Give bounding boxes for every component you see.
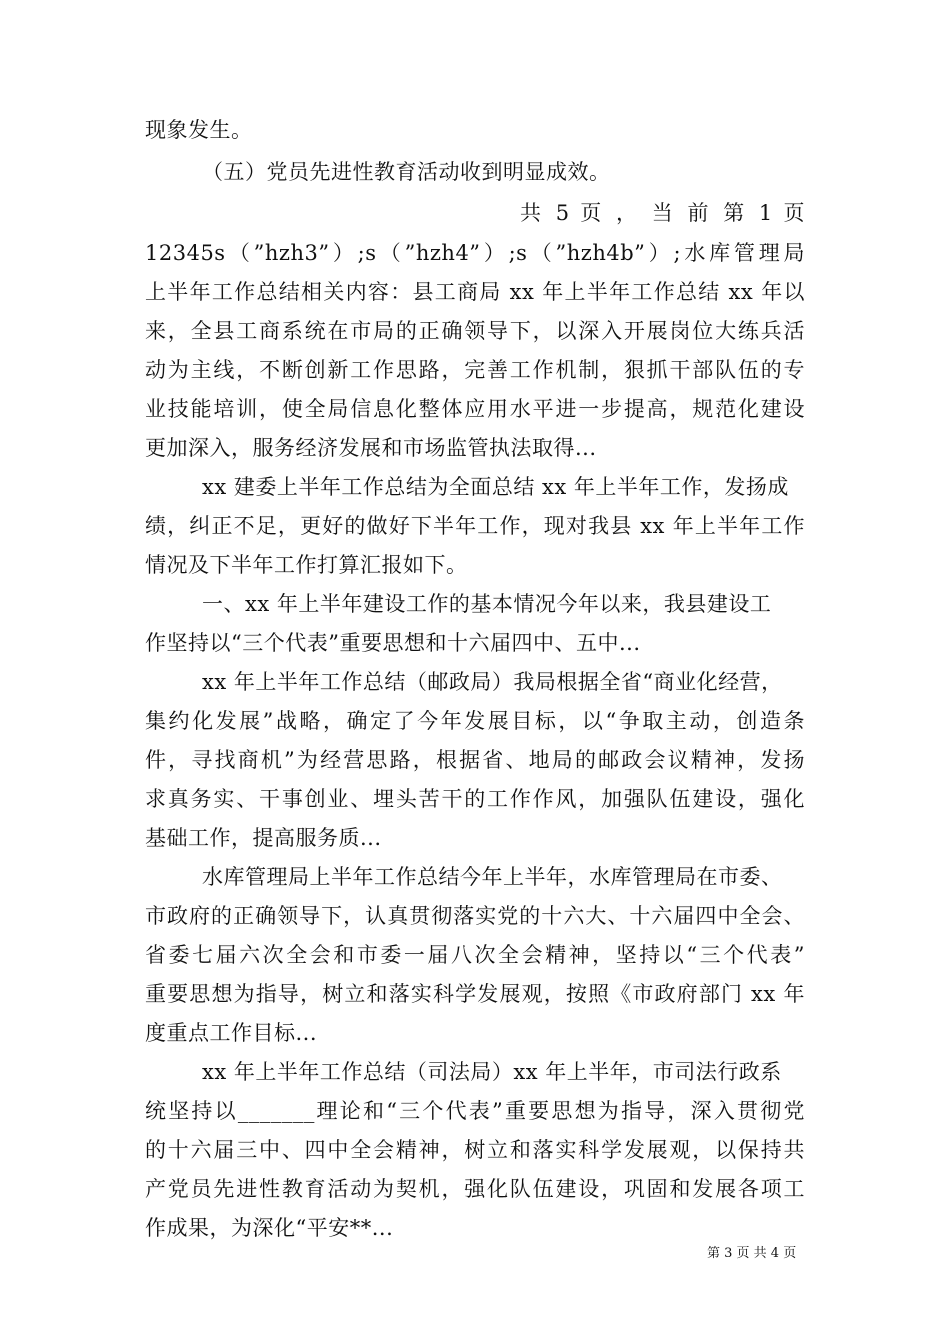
paragraph-start: xx 年上半年工作总结（司法局）xx 年上半年，市司法行政系 xyxy=(202,1060,782,1084)
section-heading: （五）党员先进性教育活动收到明显成效。 xyxy=(202,160,611,184)
text-line: 基础工作，提高服务质... xyxy=(145,826,382,850)
text-line: 现象发生。 xyxy=(145,118,253,142)
text-line: 12345s（”hzh3”）;s（”hzh4”）;s（”hzh4b”）;水库管理局 xyxy=(145,241,805,265)
paragraph-start: xx 年上半年工作总结（邮政局）我局根据全省“商业化经营， xyxy=(202,670,783,694)
text-line: 动为主线，不断创新工作思路，完善工作机制，狠抓干部队伍的专 xyxy=(145,358,805,382)
text-line: 产党员先进性教育活动为契机，强化队伍建设，巩固和发展各项工 xyxy=(145,1177,805,1201)
text-line: 更加深入，服务经济发展和市场监管执法取得... xyxy=(145,436,597,460)
text-line: 集约化发展”战略，确定了今年发展目标，以“争取主动，创造条 xyxy=(145,709,805,733)
text-line: 情况及下半年工作打算汇报如下。 xyxy=(145,553,468,577)
page-counter-line: 共 5 页 ， 当 前 第 1 页 xyxy=(520,201,805,225)
text-line: 作坚持以“三个代表”重要思想和十六届四中、五中... xyxy=(145,631,641,655)
text-line: 统坚持以_______理论和“三个代表”重要思想为指导，深入贯彻党 xyxy=(145,1099,805,1123)
paragraph-start: 一、xx 年上半年建设工作的基本情况今年以来，我县建设工 xyxy=(202,592,772,616)
text-line: 重要思想为指导，树立和落实科学发展观，按照《市政府部门 xx 年 xyxy=(145,982,805,1006)
text-line: 省委七届六次全会和市委一届八次全会精神，坚持以“三个代表” xyxy=(145,943,805,967)
text-line: 业技能培训，使全局信息化整体应用水平进一步提高，规范化建设 xyxy=(145,397,805,421)
page-footer: 第 3 页 共 4 页 xyxy=(707,1246,797,1261)
text-line: 求真务实、干事创业、埋头苦干的工作作风，加强队伍建设，强化 xyxy=(145,787,805,811)
text-line: 的十六届三中、四中全会精神，树立和落实科学发展观，以保持共 xyxy=(145,1138,805,1162)
paragraph-start: xx 建委上半年工作总结为全面总结 xx 年上半年工作，发扬成 xyxy=(202,475,789,499)
text-line: 度重点工作目标... xyxy=(145,1021,318,1045)
text-line: 来，全县工商系统在市局的正确领导下，以深入开展岗位大练兵活 xyxy=(145,319,805,343)
text-line: 市政府的正确领导下，认真贯彻落实党的十六大、十六届四中全会、 xyxy=(145,904,805,928)
text-line: 上半年工作总结相关内容：县工商局 xx 年上半年工作总结 xx 年以 xyxy=(145,280,805,304)
paragraph-start: 水库管理局上半年工作总结今年上半年，水库管理局在市委、 xyxy=(202,865,783,889)
text-line: 件，寻找商机”为经营思路，根据省、地局的邮政会议精神，发扬 xyxy=(145,748,805,772)
text-line: 绩，纠正不足，更好的做好下半年工作，现对我县 xx 年上半年工作 xyxy=(145,514,805,538)
text-line: 作成果，为深化“平安**... xyxy=(145,1216,394,1240)
